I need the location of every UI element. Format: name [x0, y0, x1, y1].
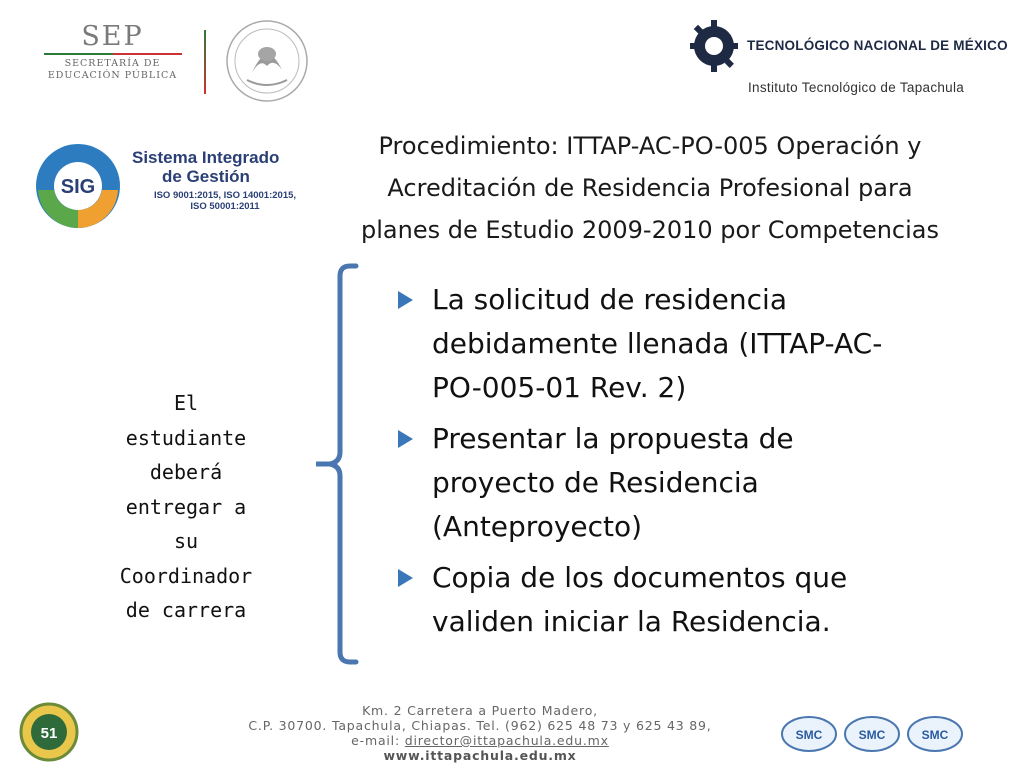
sig-title [132, 148, 279, 186]
procedure-title [300, 125, 1000, 251]
email-prefix: e-mail: [351, 733, 405, 748]
procedure-line2: Acreditación de Residencia Profesional para [387, 174, 913, 202]
student-instruction [80, 386, 292, 628]
sep-line1: SECRETARÍA DE [64, 58, 161, 69]
cert-label: SMC [795, 728, 823, 742]
address-line1: Km. 2 Carretera a Puerto Madero, [362, 703, 598, 718]
tnm-title-b: NACIONAL DE MÉXICO [853, 38, 1008, 53]
bullet-line: proyecto de Residencia [432, 466, 759, 499]
procedure-line3: planes de Estudio 2009-2010 por Competencias [361, 216, 939, 244]
requirements-list [398, 278, 1008, 651]
svg-text:SIG: SIG [60, 176, 96, 198]
smc-cert-icon [906, 714, 964, 754]
sep-logo [20, 22, 205, 102]
website-link[interactable]: www.ittapachula.edu.mx [383, 748, 577, 763]
smc-cert-icon [780, 714, 838, 754]
cert-label: SMC [921, 728, 949, 742]
sig-title-line1: Sistema Integrado [132, 148, 280, 167]
bullet-line: debidamente llenada (ITTAP-AC- [432, 327, 883, 360]
sep-abbr: SEP [81, 21, 144, 52]
ittap-emblem-icon [14, 700, 84, 764]
bullet-line: La solicitud de residencia [432, 283, 787, 316]
smc-cert-icon [843, 714, 901, 754]
bullet-line: (Anteproyecto) [432, 510, 643, 543]
student-line: Coordinador [119, 563, 253, 588]
tnm-gear-icon [690, 18, 738, 74]
cert-label: SMC [858, 728, 886, 742]
student-line: deberá [149, 460, 223, 484]
tnm-title-a: TECNOLÓGICO [747, 38, 850, 53]
mexico-seal-icon [222, 18, 312, 104]
procedure-line1: Procedimiento: ITTAP-AC-PO-005 Operación y [378, 132, 922, 160]
student-line: estudiante [125, 425, 247, 450]
sig-iso-line1: ISO 9001:2015, ISO 14001:2015, [153, 190, 297, 201]
bullet-line: Presentar la propuesta de [432, 422, 794, 455]
email-link[interactable]: director@ittapachula.edu.mx [404, 733, 609, 748]
student-line: de carrera [125, 598, 247, 622]
student-line: El [173, 391, 199, 415]
svg-text:51: 51 [40, 725, 58, 742]
sig-iso-line2: ISO 50001:2011 [190, 201, 260, 212]
triangle-bullet-icon [398, 569, 413, 587]
sig-emblem-icon [28, 140, 128, 232]
sig-title-line2: de Gestión [162, 167, 250, 186]
list-item [398, 278, 1008, 410]
bullet-line: Copia de los documentos que [432, 561, 848, 594]
address-line3 [200, 733, 760, 748]
sep-line2: EDUCACIÓN PÚBLICA [47, 70, 178, 81]
sep-divider [44, 53, 182, 55]
triangle-bullet-icon [398, 291, 413, 309]
student-line: entregar a [125, 494, 247, 519]
address-line2: C.P. 30700. Tapachula, Chiapas. Tel. (962) 625 48 73 y 625 43 89, [248, 718, 712, 733]
footer-address [200, 703, 760, 763]
triangle-bullet-icon [398, 430, 413, 448]
curly-brace-icon [310, 262, 360, 666]
campus-name: Instituto Tecnológico de Tapachula [748, 80, 965, 95]
header-divider [204, 30, 206, 94]
list-item [398, 556, 1008, 644]
student-line: su [173, 529, 199, 553]
tnm-title [747, 38, 1008, 53]
list-item [398, 417, 1008, 549]
bullet-line: PO-005-01 Rev. 2) [432, 371, 687, 404]
sig-iso [145, 190, 305, 212]
bullet-line: validen iniciar la Residencia. [432, 605, 831, 638]
